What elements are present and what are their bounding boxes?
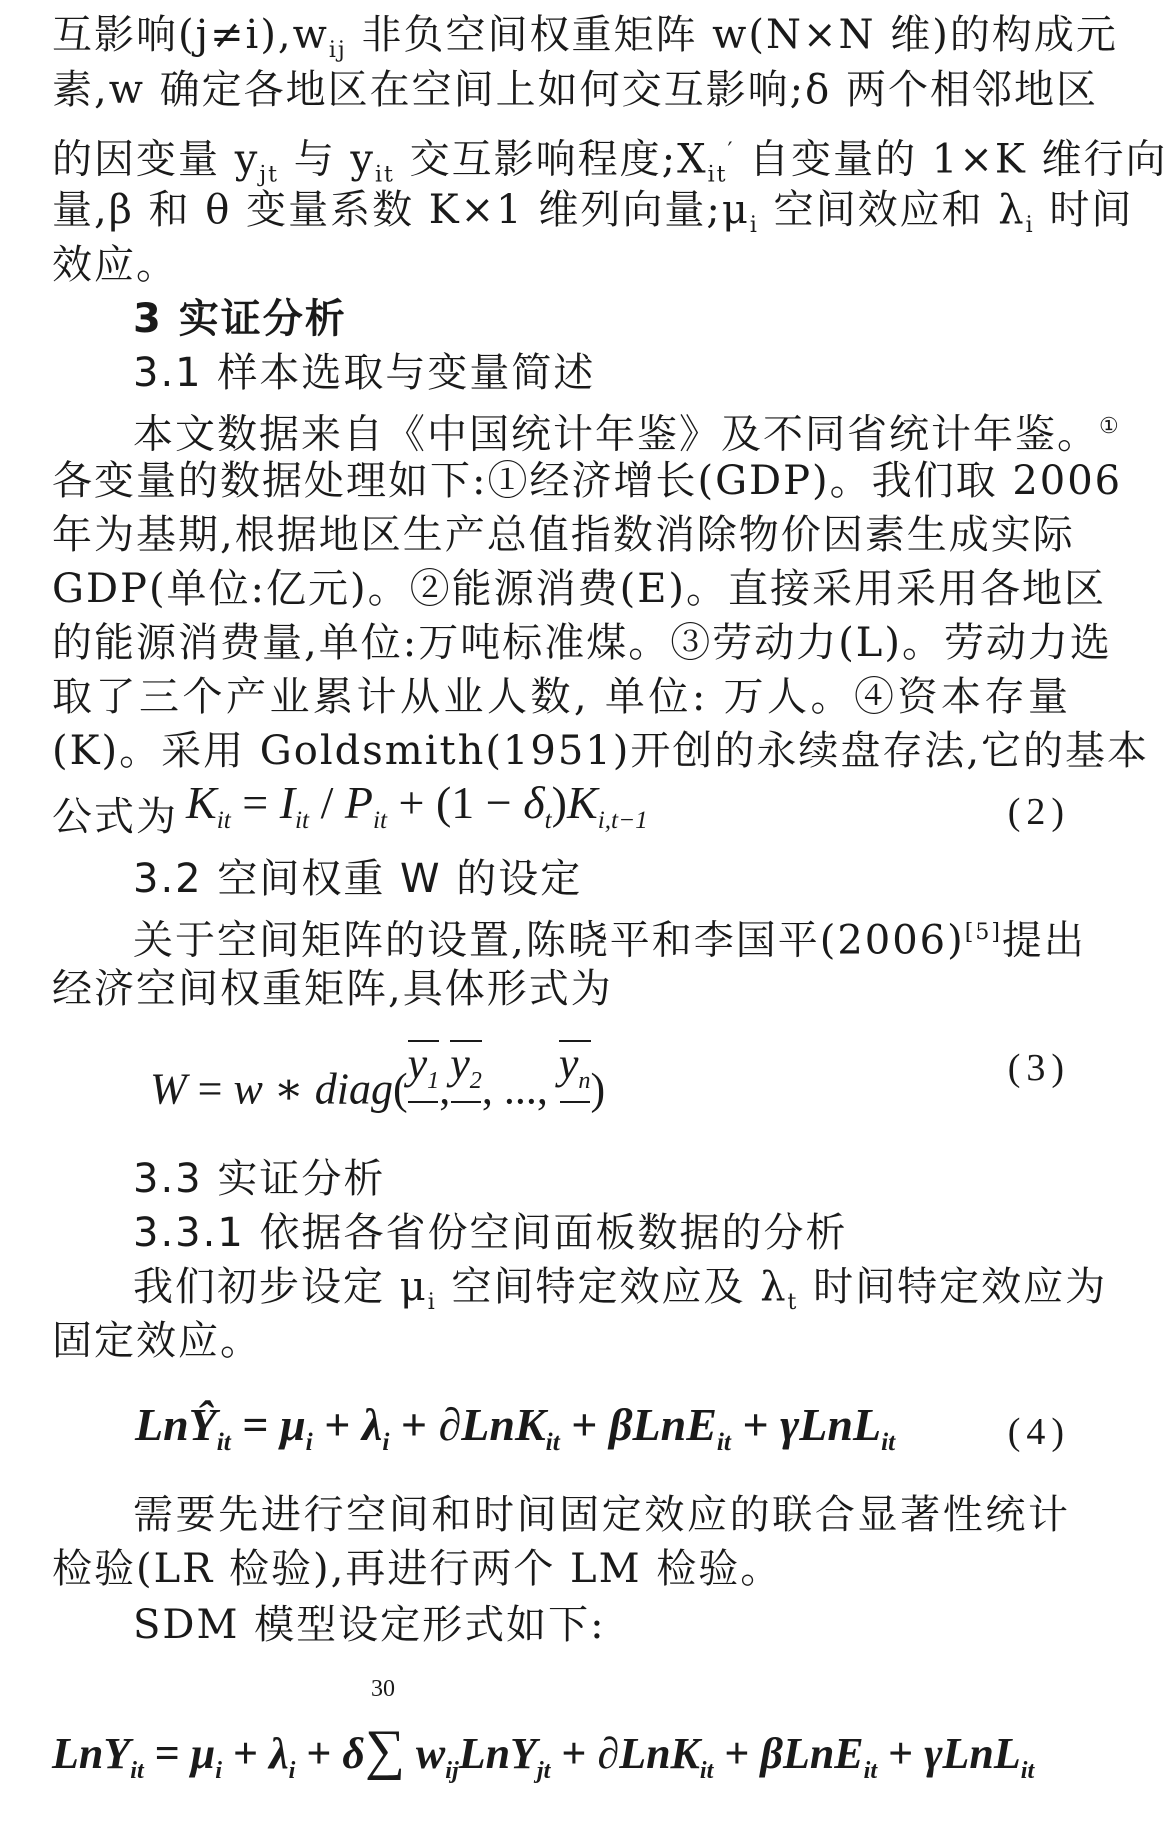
text-line: 年为基期,根据地区生产总值指数消除物价因素生成实际 — [52, 512, 1075, 558]
text-line: 互影响$(j\ne i),w_{ij}$ 非负空间权重矩阵 w(N×N 维)的构成元 — [52, 12, 1118, 63]
text-line: 的因变量 $y_{jt}$ 与 $y_{it}$ 交互影响程度$;X_{it}'$ 自变量的 1×K 维行向 — [52, 136, 1167, 188]
text-line: SDM 模型设定形式如下: — [133, 1602, 606, 1648]
subsection-heading: 3.3 实证分析 — [133, 1156, 386, 1202]
text-line: 需要先进行空间和时间固定效应的联合显著性统计 — [133, 1492, 1070, 1538]
sum-upper-limit: 30 — [370, 1676, 395, 1702]
text-line: (K)。采用 Goldsmith(1951)开创的永续盘存法,它的基本 — [52, 728, 1150, 774]
text-line: 本文数据来自《中国统计年鉴》及不同省统计年鉴。① — [133, 411, 1121, 458]
text-line: GDP(单位:亿元)。②能源消费(E)。直接采用采用各地区 — [52, 566, 1107, 612]
equation-sdm: $LnY_{it} = \mu_i + \lambda_i + \delta$ 30 ∑ $w_{ij}LnY_{jt} + \partial LnK_{it} + \beta LnE_{it} + \gamma LnL_{it}$ — [52, 1676, 1035, 1784]
text-line: 各变量的数据处理如下:①经济增长(GDP)。我们取 2006 — [52, 458, 1123, 504]
text-line: 我们初步设定 $\mu_i$ 空间特定效应及 $\lambda_t$ 时间特定效应为 — [133, 1264, 1108, 1315]
equation-4: LnŶ$_{it}$ = $\mu_i + \lambda_i + \partial LnK_{it} + \beta LnE_{it} + \gamma LnL_{it}$ — [135, 1399, 896, 1457]
equation-number: (3) — [1007, 1047, 1070, 1089]
text-line: 关于空间矩阵的设置,陈晓平和李国平(2006)[5]提出 — [133, 917, 1086, 964]
footnote-marker: ① — [1099, 414, 1121, 439]
text-line: 素,w 确定各地区在空间上如何交互影响;δ 两个相邻地区 — [52, 67, 1098, 113]
text-line: 效应。 — [52, 242, 178, 288]
text-line: 量,β 和 θ 变量系数 K×1 维列向量$;\mu_i$ 空间效应和 $\lambda_i$ 时间 — [52, 187, 1134, 238]
text-line: 经济空间权重矩阵,具体形式为 — [52, 966, 613, 1012]
subsection-heading: 3.1 样本选取与变量简述 — [133, 350, 596, 396]
subsection-heading: 3.2 空间权重 W 的设定 — [133, 856, 583, 902]
text-line: 检验(LR 检验),再进行两个 LM 检验。 — [52, 1546, 783, 1592]
text-line: 的能源消费量,单位:万吨标准煤。③劳动力(L)。劳动力选 — [52, 620, 1112, 666]
text-line: 取了三个产业累计从业人数, 单位: 万人。④资本存量 — [52, 674, 1070, 720]
subsection-heading: 3.3.1 依据各省份空间面板数据的分析 — [133, 1210, 848, 1256]
text-line: 公式为 — [52, 794, 178, 840]
section-heading: 3 实证分析 — [133, 296, 347, 342]
equation-2: $K_{it} = I_{it} / P_{it} + (1 - \delta_t)K_{i,t-1}$ — [186, 777, 648, 835]
text-line: 固定效应。 — [52, 1318, 262, 1364]
equation-3: W = w ∗ diag( $y_1$ , $y_2$ , ..., $y_n$ ) — [150, 1040, 605, 1147]
equation-number: (4) — [1007, 1411, 1070, 1453]
equation-number: (2) — [1007, 791, 1070, 833]
citation-marker: [5] — [964, 920, 1002, 945]
